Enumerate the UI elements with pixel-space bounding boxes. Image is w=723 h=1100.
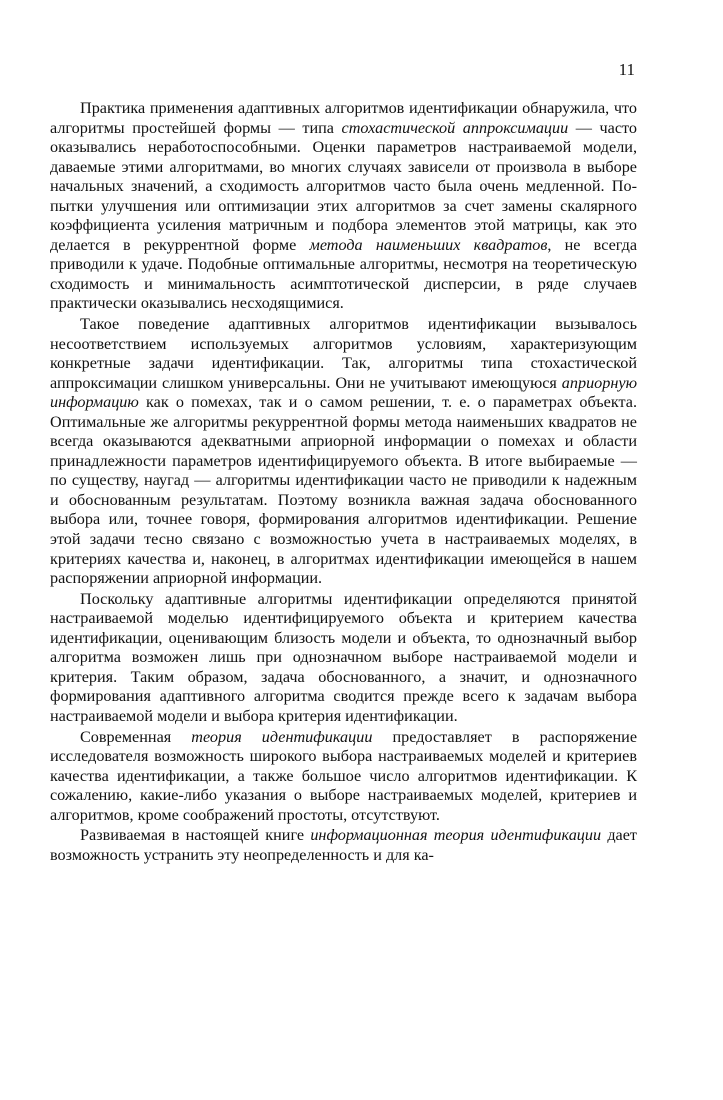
paragraph-text: Поскольку адаптивные алгоритмы идентификации определяются принятой настраиваемой моделью идентифицируемого объекта и критерием качества идентификации, оценивающим близость модели и объекта, то однозначный выбор алгоритма возможен лишь при однозначном выборе настраиваемой модели и критерия. Таким образом, задача обоснованного, а значит, и однозначного формирования адаптивного алгоритма сводится прежде всего к задачам выбора настраиваемой модели и выбора критерия идентификации. [50,589,637,725]
paragraph-4 [50,728,637,826]
paragraph-text: Современная [80,727,192,746]
italic-term: стохастической аппроксимации [341,118,569,137]
paragraph-text: дает возможность устранить эту неопределенность и для ка- [50,826,638,864]
paragraph-3 [50,590,637,727]
paragraph-text: — часто оказывались неработоспособными. Оценки параметров настраиваемой модели, даваемые этими алгоритмами, во многих случаях зависели от произвола в выборе начальных значений, а сходимость алгоритмов часто была очень медленной. Попытки улучшения или оптимизации этих алгоритмов за счет замены скалярного коэффициента усиления матричным и подбора элементов этой матрицы, как это делается в рекуррентной форме [50,118,638,254]
paragraph-text: Практика применения адаптивных алгоритмов идентификации обнаружила, что алгоритмы простейшей формы — типа [50,99,637,137]
italic-term: информационная теория идентификации [310,826,602,845]
paragraph-5 [50,826,637,865]
paragraph-text: предоставляет в распоряжение исследователя возможность широкого выбора настраиваемых моделей и критериев качества идентификации, а также большое число алгоритмов идентификации. К сожалению, какие-либо указания о выборе настраиваемых моделей, критериев и алгоритмов, кроме соображений простоты, отсутствуют. [50,727,638,824]
paragraph-text: Развиваемая в настоящей книге [80,826,311,845]
paragraph-text: , не всегда приводили к удаче. Подобные оптимальные алгоритмы, несмотря на теоретическую сходимость и минимальность асимптотической дисперсии, в ряде случаев практически оказывались несходящимися. [50,235,638,313]
italic-term: априорную информацию [50,373,637,412]
paragraph-1 [50,99,637,314]
italic-term: метода наименьших квадратов [309,235,548,254]
body-text [50,99,637,865]
paragraph-2 [50,315,637,589]
page-number: 11 [618,60,635,79]
italic-term: теория идентификации [191,727,373,746]
paragraph-text: Такое поведение адаптивных алгоритмов идентификации вызывалось несоответствием используемых алгоритмов условиям, характеризующим конкретные задачи идентификации. Так, алгоритмы типа стохастической аппроксимации слишком универсальны. Они не учитывают имеющуюся [50,315,637,392]
paragraph-text: как о помехах, так и о самом решении, т. е. о параметрах объекта. Оптимальные же алгоритмы рекуррентной формы метода наименьших квадратов не всегда оказываются адекватными априорной информации о помехах и области принадлежности параметров идентифицируемого объекта. В итоге выбираемые — по существу, наугад — алгоритмы идентификации часто не приводили к надежным и обоснованным результатам. Поэтому возникла важная задача обоснованного выбора или, точнее говоря, формирования алгоритмов идентификации. Решение этой задачи тесно связано с возможностью учета в настраиваемых моделях, в критериях качества и, наконец, в алгоритмах идентификации имеющейся в нашем распоряжении априорной информации. [50,393,637,588]
